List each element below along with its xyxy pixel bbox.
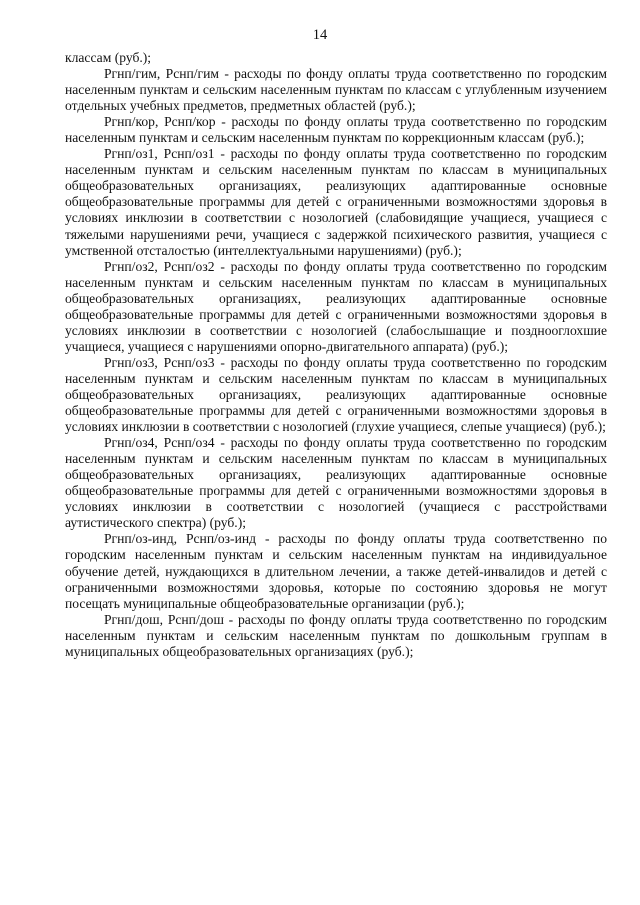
paragraph-continuation: классам (руб.);: [65, 50, 152, 65]
paragraph-oz-ind: Ргнп/оз-инд, Рснп/оз-инд - расходы по фонду оплаты труда соответственно по городским населенным пунктам и сельским населенным пунктам на индивидуальное обучение детей, нуждающихся в длительном лечении, а также детей-инвалидов и детей с ограниченными возможностями здоровья, которые по состоянию здоровья не могут посещать муниципальные общеобразовательные организации (руб.);: [65, 531, 607, 611]
document-body: [65, 50, 607, 660]
paragraph-oz3: Ргнп/оз3, Рснп/оз3 - расходы по фонду оплаты труда соответственно по городским населенным пунктам и сельским населенным пунктам по классам в муниципальных общеобразовательных организациях, реализующих адаптированные основные общеобразовательные программы для детей с ограниченными возможностями здоровья в условиях инклюзии в соответствии с нозологией (глухие учащиеся, слепые учащиеся) (руб.);: [65, 354, 607, 435]
paragraph-oz2: Ргнп/оз2, Рснп/оз2 - расходы по фонду оплаты труда соответственно по городским населенным пунктам и сельским населенным пунктам по классам в муниципальных общеобразовательных организациях, реализующих адаптированные основные общеобразовательные программы для детей с ограниченными возможностями здоровья в условиях инклюзии в соответствии с нозологией (слабослышащие и позднооглохшие учащиеся, учащиеся с нарушениями опорно-двигательного аппарата) (руб.);: [65, 258, 607, 354]
paragraph-gim: Ргнп/гим, Рснп/гим - расходы по фонду оплаты труда соответственно по городским населенным пунктам и сельским населенным пунктам по классам с углубленным изучением отдельных учебных предметов, предметных областей (руб.);: [65, 66, 607, 114]
paragraph-kor: Ргнп/кор, Рснп/кор - расходы по фонду оплаты труда соответственно по городским населенным пунктам и сельским населенным пунктам по коррекционным классам (руб.);: [65, 114, 607, 146]
paragraph-dosh: Ргнп/дош, Рснп/дош - расходы по фонду оплаты труда соответственно по городским населенным пунктам и сельским населенным пунктам по дошкольным группам в муниципальных общеобразовательных организациях (руб.);: [65, 611, 607, 659]
paragraph-oz4: Ргнп/оз4, Рснп/оз4 - расходы по фонду оплаты труда соответственно по городским населенным пунктам и сельским населенным пунктам по классам в муниципальных общеобразовательных организациях, реализующих адаптированные основные общеобразовательные программы для детей с ограниченными возможностями здоровья в условиях инклюзии в соответствии с нозологией (учащиеся с расстройствами аутистического спектра) (руб.);: [65, 435, 607, 531]
page-number: 14: [312, 27, 328, 43]
paragraph-oz1: Ргнп/оз1, Рснп/оз1 - расходы по фонду оплаты труда соответственно по городским населенным пунктам и сельским населенным пунктам по классам в муниципальных общеобразовательных организациях, реализующих адаптированные основные общеобразовательные программы для детей с ограниченными возможностями здоровья в условиях инклюзии в соответствии с нозологией (слабовидящие учащиеся, учащиеся с тяжелыми нарушениями речи, учащиеся с задержкой психического развития, учащиеся с умственной отсталостью (интеллектуальными нарушениями) (руб.);: [65, 146, 607, 258]
